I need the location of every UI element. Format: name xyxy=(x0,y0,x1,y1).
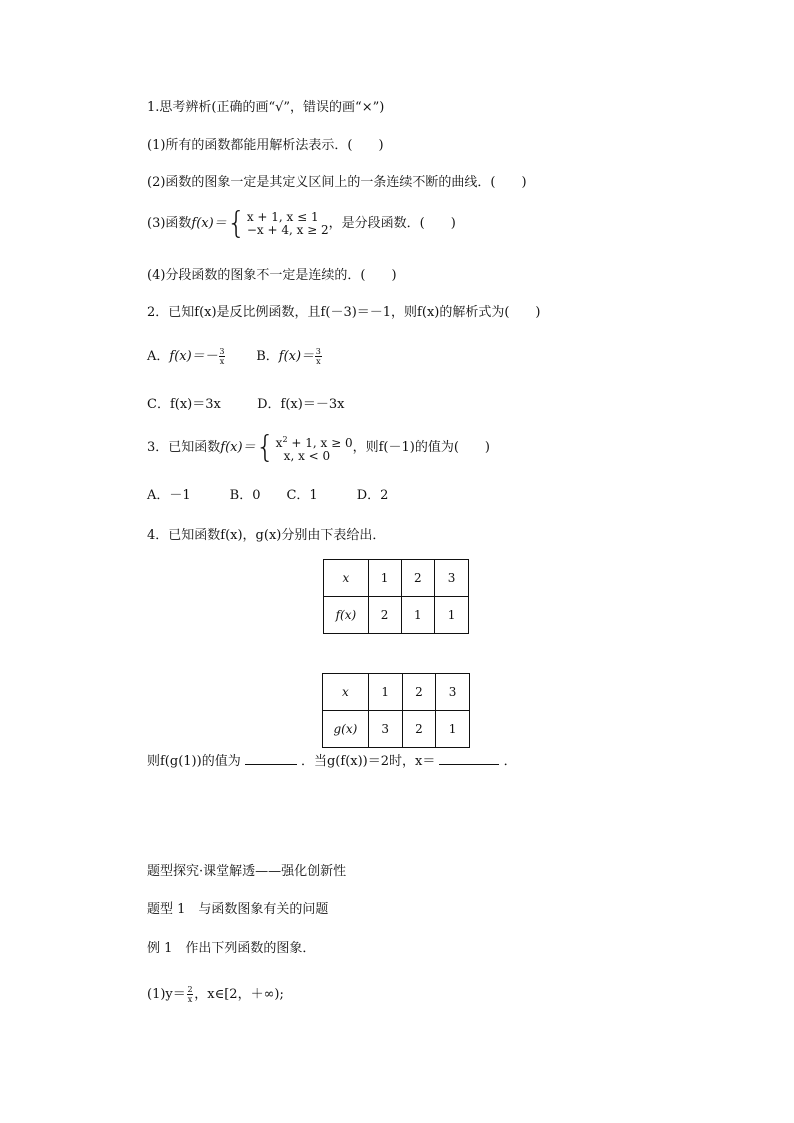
table-fx xyxy=(323,559,469,634)
table-fx-value-row xyxy=(324,597,469,634)
q1-item-3-fx: f(x)＝ xyxy=(191,216,227,231)
q3-options: A．－1 B．0 C．1 D．2 xyxy=(147,488,389,503)
q2-options-ab xyxy=(147,347,323,366)
q2-opt-b-num: 3 xyxy=(315,347,321,356)
table-cell: 1 xyxy=(401,597,435,634)
table-cell: 1 xyxy=(368,674,402,711)
piecewise-cases xyxy=(247,211,329,237)
q3-prefix: 3．已知函数 xyxy=(147,440,221,455)
q3-piecewise-cases xyxy=(276,433,353,463)
q2-opt-c: C．f(x)＝3x xyxy=(147,397,221,412)
q2-opt-b-lhs: f(x)＝ xyxy=(278,348,315,364)
table-gx xyxy=(322,673,470,748)
q2-opt-a-lhs: f(x)＝－ xyxy=(169,348,218,364)
piecewise-case-2: −x + 4, x ≥ 2 xyxy=(246,223,329,237)
q2-opt-d: D．f(x)＝－3x xyxy=(257,397,345,412)
table-cell: 3 xyxy=(435,560,469,597)
q1-title: 1.思考辨析(正确的画“√”，错误的画“×”) xyxy=(147,100,385,115)
q1-item-3-suffix: ，是分段函数．( ) xyxy=(328,216,456,231)
type-1-heading: 题型 1 与函数图象有关的问题 xyxy=(147,902,329,917)
q1-item-3 xyxy=(147,206,456,241)
table-cell: 1 xyxy=(435,597,469,634)
ex1-item-suffix: ，x∈[2，＋∞); xyxy=(194,986,284,1002)
q1-item-1: (1)所有的函数都能用解析法表示．( ) xyxy=(147,138,384,153)
q3-case-2: x, x < 0 xyxy=(283,449,331,463)
piecewise-brace: { xyxy=(226,206,246,241)
q4-stem: 4．已知函数f(x)，g(x)分别由下表给出． xyxy=(147,528,386,543)
table-cell: x xyxy=(323,674,369,711)
q3-fx: f(x)＝ xyxy=(220,440,256,455)
table-cell: 2 xyxy=(401,560,435,597)
table-gx-header-row xyxy=(323,674,470,711)
table-cell: 2 xyxy=(402,674,436,711)
q4-tail-1: 则f(g(1))的值为 xyxy=(147,754,241,769)
table-cell: x xyxy=(324,560,369,597)
ex1-item-prefix: (1)y＝ xyxy=(147,986,186,1002)
q2-stem: 2．已知f(x)是反比例函数，且f(－3)＝－1，则f(x)的解析式为( ) xyxy=(147,305,541,320)
example-1-item-1 xyxy=(147,985,284,1004)
q2-opt-a-label: A． xyxy=(147,348,170,364)
q4-tail-2: ．当g(f(x))＝2时，x＝ xyxy=(300,754,436,769)
table-cell: f(x) xyxy=(324,597,369,634)
q1-item-3-prefix: (3)函数 xyxy=(147,216,192,231)
table-cell: 3 xyxy=(368,711,402,748)
q3-case-1: $x^2 + 1$, x ≥ 0 xyxy=(275,435,353,450)
table-cell: 2 xyxy=(368,597,401,634)
q4-tail-3: ． xyxy=(503,754,517,769)
q1-item-2: (2)函数的图象一定是其定义区间上的一条连续不断的曲线．( ) xyxy=(147,175,527,190)
q2-options-cd xyxy=(147,396,344,414)
q1-item-4: (4)分段函数的图象不一定是连续的．( ) xyxy=(147,268,397,283)
answer-blank-1 xyxy=(245,752,297,765)
answer-blank-2 xyxy=(439,752,499,765)
ex1-num: 2 xyxy=(187,985,193,994)
q2-opt-b-fraction xyxy=(315,347,322,366)
table-cell: 2 xyxy=(402,711,436,748)
section-heading: 题型探究·课堂解透——强化创新性 xyxy=(147,864,347,879)
q2-opt-a-fraction xyxy=(219,347,226,366)
table-gx-value-row xyxy=(323,711,470,748)
ex1-fraction xyxy=(187,985,194,1004)
example-1-heading: 例 1 作出下列函数的图象． xyxy=(147,941,316,956)
q3-stem xyxy=(147,430,490,465)
piecewise-case-1: x + 1, x ≤ 1 xyxy=(246,210,319,224)
q2-opt-a-den: x xyxy=(219,357,225,366)
q2-opt-a-num: 3 xyxy=(219,347,225,356)
q3-suffix: ，则f(－1)的值为( ) xyxy=(352,440,490,455)
q3-piecewise-brace: { xyxy=(255,430,275,465)
table-cell: g(x) xyxy=(323,711,369,748)
q2-opt-b-den: x xyxy=(316,357,321,366)
q2-opt-b-label: B． xyxy=(256,348,279,364)
table-fx-header-row xyxy=(324,560,469,597)
ex1-den: x xyxy=(187,995,193,1004)
table-cell: 3 xyxy=(436,674,470,711)
table-cell: 1 xyxy=(368,560,401,597)
table-cell: 1 xyxy=(436,711,470,748)
q4-fill-in xyxy=(147,752,517,771)
